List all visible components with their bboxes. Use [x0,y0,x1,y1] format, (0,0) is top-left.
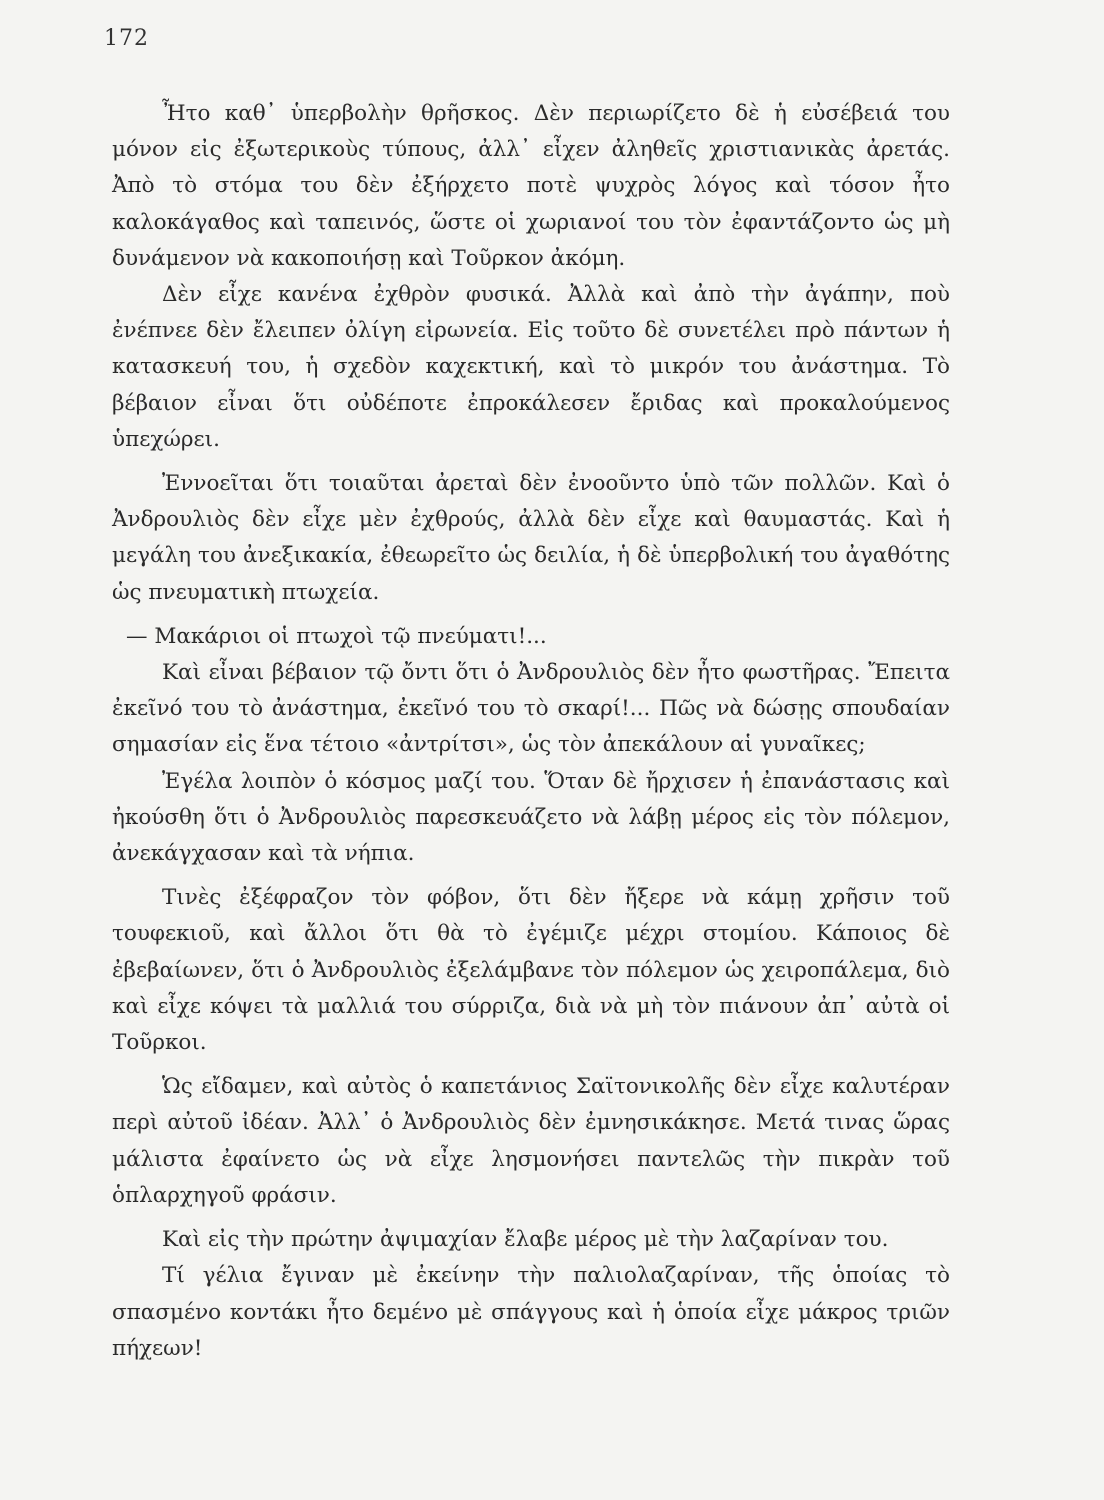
page-number: 172 [104,26,149,51]
body-text [112,96,950,1367]
paragraph: Δὲν εἶχε κανένα ἐχθρὸν φυσικά. Ἀλλὰ καὶ ἀπὸ τὴν ἀγάπην, ποὺ ἐνέπνεε δὲν ἔλειπεν ὀλίγη εἰρωνεία. Εἰς τοῦτο δὲ συνετέλει πρὸ πάντων ἡ κατασκευή του, ἡ σχεδὸν καχεκτική, καὶ τὸ μικρόν του ἀνάστημα. Τὸ βέβαιον εἶναι ὅτι οὐδέποτε ἐπροκάλεσεν ἔριδας καὶ προκαλούμενος ὑπεχώρει. [112,282,950,452]
paragraph: Καὶ εἶναι βέβαιον τῷ ὄντι ὅτι ὁ Ἀνδρουλιὸς δὲν ἦτο φωστῆρας. Ἔπειτα ἐκεῖνό του τὸ ἀνάστημα, ἐκεῖνό του τὸ σκαρί!... Πῶς νὰ δώσῃς σπουδαίαν σημασίαν εἰς ἕνα τέτοιο «ἀντρίτσι», ὡς τὸν ἀπεκάλουν αἱ γυναῖκες; [112,660,950,758]
paragraph: Τινὲς ἐξέφραζον τὸν φόβον, ὅτι δὲν ἤξερε νὰ κάμῃ χρῆσιν τοῦ τουφεκιοῦ, καὶ ἄλλοι ὅτι θὰ τὸ ἐγέμιζε μέχρι στομίου. Κάποιος δὲ ἐβεβαίωνεν, ὅτι ὁ Ἀνδρουλιὸς ἐξελάμβανε τὸν πόλεμον ὡς χειροπάλεμα, διὸ καὶ εἶχε κόψει τὰ μαλλιά του σύρριζα, διὰ νὰ μὴ τὸν πιάνουν ἀπ᾽ αὐτὰ οἱ Τοῦρκοι. [112,885,950,1056]
paragraph: Τί γέλια ἔγιναν μὲ ἐκείνην τὴν παλιολαζαρίναν, τῆς ὁποίας τὸ σπασμένο κοντάκι ἦτο δεμένο μὲ σπάγγους καὶ ἡ ὁποία εἶχε μάκρος τριῶν πήχεων! [112,1263,950,1361]
paragraph: Ἐννοεῖται ὅτι τοιαῦται ἀρεταὶ δὲν ἐνοοῦντο ὑπὸ τῶν πολλῶν. Καὶ ὁ Ἀνδρουλιὸς δὲν εἶχε μὲν ἐχθρούς, ἀλλὰ δὲν εἶχε καὶ θαυμαστάς. Καὶ ἡ μεγάλη του ἀνεξικακία, ἐθεωρεῖτο ὡς δειλία, ἡ δὲ ὑπερβολική του ἀγαθότης ὡς πνευματικὴ πτωχεία. [112,471,950,605]
paragraph: Ἦτο καθ᾽ ὑπερβολὴν θρῆσκος. Δὲν περιωρίζετο δὲ ἡ εὐσέβειά του μόνον εἰς ἐξωτερικοὺς τύπους, ἀλλ᾽ εἶχεν ἀληθεῖς χριστιανικὰς ἀρετάς. Ἀπὸ τὸ στόμα του δὲν ἐξήρχετο ποτὲ ψυχρὸς λόγος καὶ τόσον ἦτο καλοκάγαθος καὶ ταπεινός, ὥστε οἱ χωριανοί του τὸν ἐφαντάζοντο ὡς μὴ δυνάμενον νὰ κακοποιήσῃ καὶ Τοῦρκον ἀκόμη. [112,101,950,271]
paragraph: Ἐγέλα λοιπὸν ὁ κόσμος μαζί του. Ὅταν δὲ ἤρχισεν ἡ ἐπανάστασις καὶ ἠκούσθη ὅτι ὁ Ἀνδρουλιὸς παρεσκευάζετο νὰ λάβῃ μέρος εἰς τὸν πόλεμον, ἀνεκάγχασαν καὶ τὰ νήπια. [112,768,950,867]
dialogue-line: — Μακάριοι οἱ πτωχοὶ τῷ πνεύματι!... [126,623,547,649]
paragraph: Ὡς εἴδαμεν, καὶ αὐτὸς ὁ καπετάνιος Σαϊτονικολῆς δὲν εἶχε καλυτέραν περὶ αὐτοῦ ἰδέαν. Ἀλλ᾽ ὁ Ἀνδρουλιὸς δὲν ἐμνησικάκησε. Μετά τινας ὥρας μάλιστα ἐφαίνετο ὡς νὰ εἶχε λησμονήσει παντελῶς τὴν πικρὰν τοῦ ὁπλαρχηγοῦ φράσιν. [112,1074,950,1208]
paragraph: Καὶ εἰς τὴν πρώτην ἀψιμαχίαν ἔλαβε μέρος μὲ τὴν λαζαρίναν του. [162,1227,889,1253]
